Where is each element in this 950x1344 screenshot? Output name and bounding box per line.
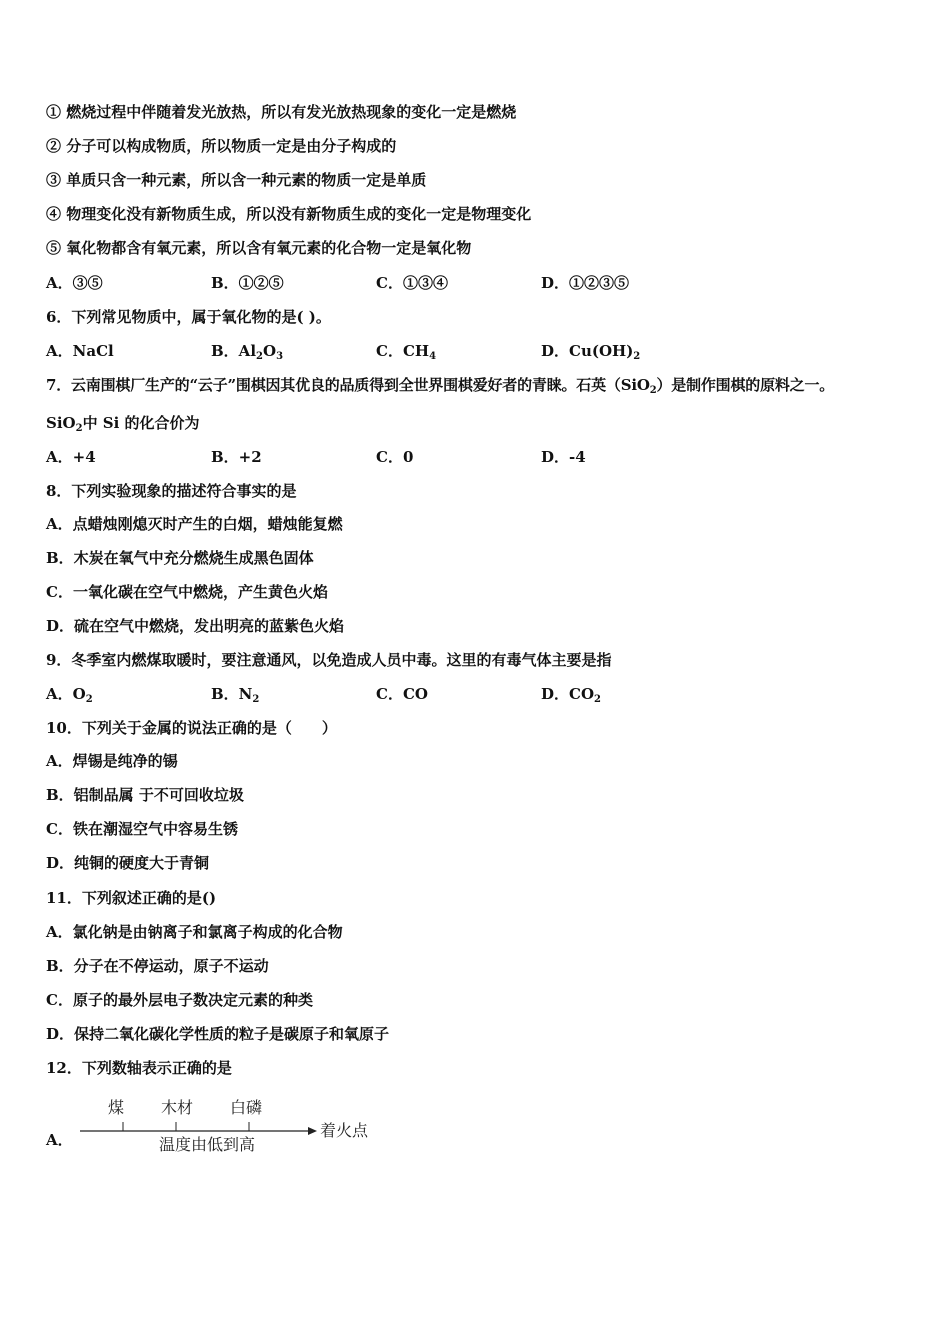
statement-2: ② 分子可以构成物质，所以物质一定是由分子构成的 — [46, 137, 397, 155]
q6-option-c: C．$CH_4$ — [376, 342, 437, 362]
q10-option-d: D．纯铜的硬度大于青铜 — [46, 854, 210, 872]
q6-option-a: A．NaCl — [46, 342, 114, 360]
q9-option-b: B．$N_2$ — [211, 685, 260, 705]
q9-option-a: A．$O_2$ — [46, 685, 93, 705]
q11-option-b: B．分子在不停运动，原子不运动 — [46, 957, 269, 975]
q8-stem: 8．下列实验现象的描述符合事实的是 — [46, 482, 297, 500]
q7-option-a: A．+4 — [46, 448, 96, 466]
axis-label-wood: 木材 — [160, 1098, 194, 1117]
q12-option-a-label: A． — [46, 1131, 73, 1149]
statement-5: ⑤ 氧化物都含有氧元素，所以含有氧元素的化合物一定是氧化物 — [46, 239, 472, 257]
q10-option-c: C．铁在潮湿空气中容易生锈 — [46, 820, 238, 838]
q8-option-a: A．点蜡烛刚熄灭时产生的白烟，蜡烛能复燃 — [46, 515, 343, 533]
statement-4: ④ 物理变化没有新物质生成，所以没有新物质生成的变化一定是物理变化 — [46, 205, 532, 223]
q12-stem: 12．下列数轴表示正确的是 — [46, 1059, 232, 1077]
axis-arrow-label: 着火点 — [320, 1121, 369, 1140]
q10-option-b: B．铝制品属 于不可回收垃圾 — [46, 786, 244, 804]
q5-option-d: D．①②③⑤ — [541, 274, 630, 292]
q10-option-a: A．焊锡是纯净的锡 — [46, 752, 178, 770]
q11-option-a: A．氯化钠是由钠离子和氯离子构成的化合物 — [46, 923, 343, 941]
axis-arrowhead-icon — [308, 1127, 317, 1135]
q11-stem: 11．下列叙述正确的是() — [46, 889, 217, 907]
q9-option-c: C．CO — [376, 685, 428, 703]
q8-option-d: D．硫在空气中燃烧，发出明亮的蓝紫色火焰 — [46, 617, 345, 635]
q8-option-b: B．木炭在氧气中充分燃烧生成黑色固体 — [46, 549, 314, 567]
axis-label-coal: 煤 — [107, 1098, 125, 1117]
q11-option-d: D．保持二氧化碳化学性质的粒子是碳原子和氧原子 — [46, 1025, 390, 1043]
q10-stem: 10．下列关于金属的说法正确的是（ ） — [46, 719, 337, 737]
axis-label-white-phosphorus: 白磷 — [229, 1098, 263, 1117]
q8-option-c: C．一氧化碳在空气中燃烧，产生黄色火焰 — [46, 583, 328, 601]
q12-number-line — [46, 1095, 386, 1161]
axis-caption: 温度由低到高 — [158, 1135, 256, 1154]
q7-stem-line2: SiO$_2$中 Si 的化合价为 — [46, 414, 200, 434]
q6-stem: 6．下列常见物质中，属于氧化物的是( )。 — [46, 308, 331, 326]
q7-option-d: D．-4 — [541, 448, 586, 466]
q7-stem: 7．云南围棋厂生产的“云子”围棋因其优良的品质得到全世界围棋爱好者的青睐。石英（SiO$_2$）是制作围棋的原料之一。 — [46, 376, 835, 396]
q11-option-c: C．原子的最外层电子数决定元素的种类 — [46, 991, 313, 1009]
q9-stem: 9．冬季室内燃煤取暖时，要注意通风，以免造成人员中毒。这里的有毒气体主要是指 — [46, 651, 612, 669]
statement-1: ① 燃烧过程中伴随着发光放热，所以有发光放热现象的变化一定是燃烧 — [46, 103, 517, 121]
q6-option-d: D．$Cu(OH)_2$ — [541, 342, 641, 362]
statement-3: ③ 单质只含一种元素，所以含一种元素的物质一定是单质 — [46, 171, 427, 189]
q5-option-a: A．③⑤ — [46, 274, 103, 292]
q5-option-b: B．①②⑤ — [211, 274, 284, 292]
q9-option-d: D．$CO_2$ — [541, 685, 601, 705]
q5-option-c: C．①③④ — [376, 274, 448, 292]
q7-option-b: B．+2 — [211, 448, 262, 466]
q6-option-b: B．$Al_2O_3$ — [211, 342, 284, 362]
q7-option-c: C．0 — [376, 448, 414, 466]
